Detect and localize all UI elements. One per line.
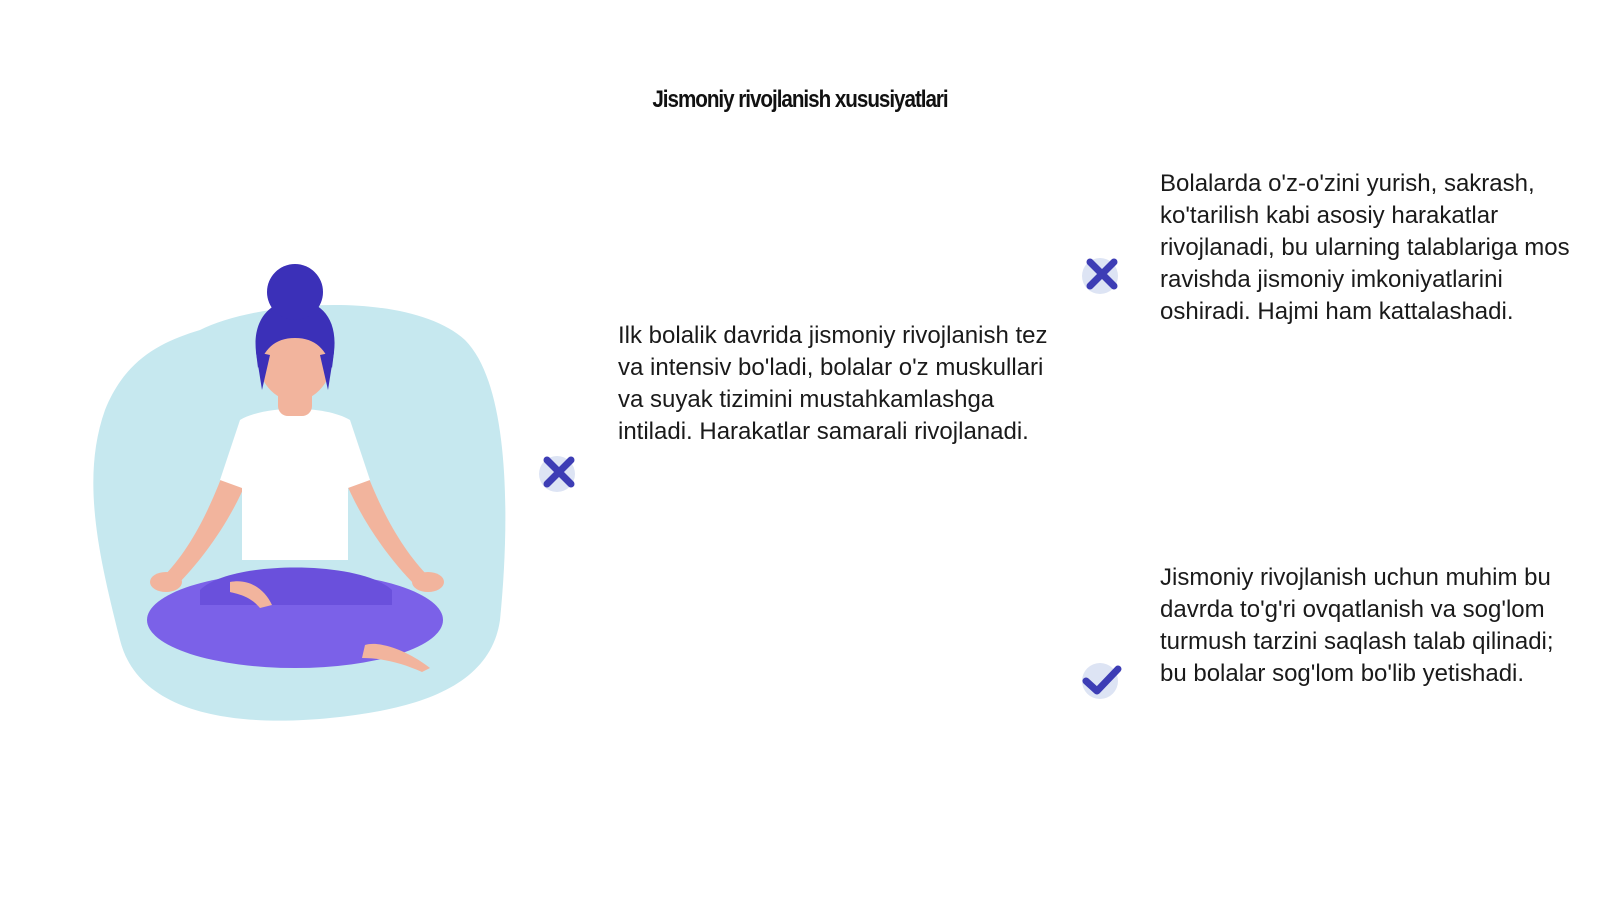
- point-text: Bolalarda o'z-o'zini yurish, sakrash, ko'tarilish kabi asosiy harakatlar rivojlanadi, bu ularning talablariga mos ravishda jismoniy imkoniyatlarini oshiradi. Hajmi ham kattalashadi.: [1160, 170, 1570, 325]
- cross-icon: [537, 450, 581, 494]
- meditating-woman-icon: [80, 260, 520, 740]
- hair-bun: [267, 264, 323, 320]
- point-text: Ilk bolalik davrida jismoniy rivojlanish tez va intensiv bo'ladi, bolalar o'z muskullari va suyak tizimini mustahkamlashga intiladi. Harakatlar samarali rivojlanadi.: [618, 322, 1048, 445]
- point-text: Jismoniy rivojlanish uchun muhim bu davrda to'g'ri ovqatlanish va sog'lom turmush tarzini saqlash talab qilinadi; bu bolalar sog'lom bo'lib yetishadi.: [1160, 564, 1554, 687]
- cross-icon: [1080, 252, 1124, 296]
- slide-title: Jismoniy rivojlanish xususiyatlari: [652, 86, 948, 113]
- shirt: [220, 409, 370, 560]
- checkmark-icon: [1080, 657, 1124, 701]
